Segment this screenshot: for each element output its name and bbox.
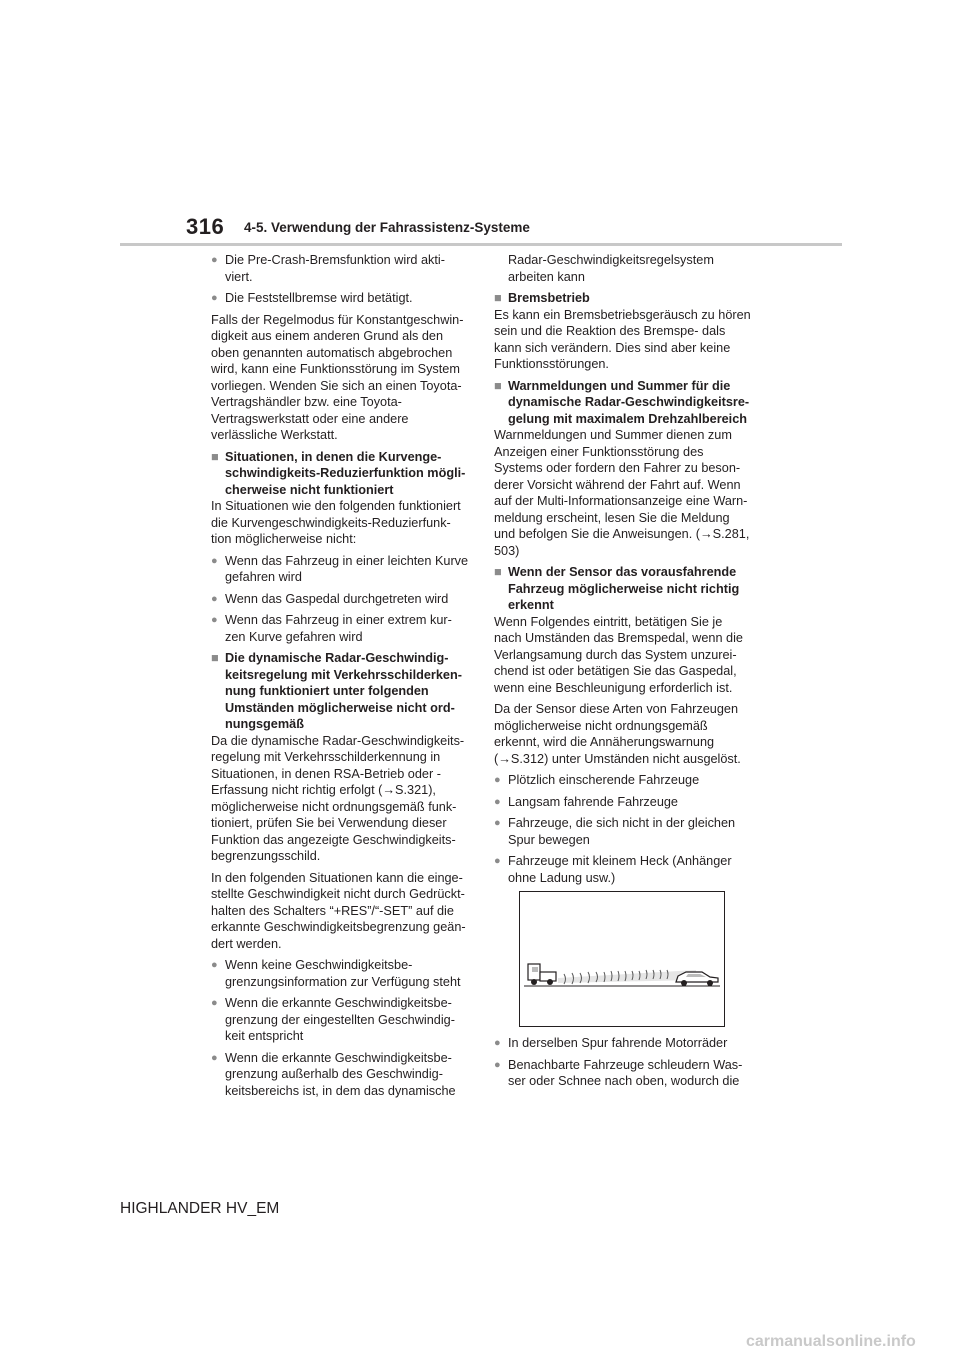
paragraph: Warnmeldungen und Summer dienen zum Anzeigen einer Funktionsstörung des Systems oder fordern den Fahrer zu beson- derer Vorsicht während der Fahrt auf. Wenn auf der Multi-Informationsanzeige eine Warn- meldung erscheint, lesen Sie die Meldung und befolgen Sie die Anweisungen. (→S.281, 503) [494, 428, 750, 558]
section-heading: ■ Bremsbetrieb [494, 290, 752, 307]
section-heading: ■ Situationen, in denen die Kurvenge- schwindigkeits-Reduzierfunktion mögli- cherweise nicht funktioniert [211, 449, 469, 499]
truck-radar-car-icon [520, 892, 724, 1026]
bullet-continuation: Radar-Geschwindigkeitsregelsystem arbeiten kann [508, 253, 714, 284]
header-divider [120, 243, 842, 246]
bullet-item: ● Wenn keine Geschwindigkeitsbe- grenzungsinformation zur Verfügung steht [211, 957, 469, 990]
paragraph: In Situationen wie den folgenden funktioniert die Kurvengeschwindigkeits-Reduzierfunk- tion möglicherweise nicht: [211, 499, 461, 546]
section-heading: ■ Die dynamische Radar-Geschwindig- keitsregelung mit Verkehrsschilderken- nung funktioniert unter folgenden Umständen möglicherweise nicht ord- nungsgemäß [211, 650, 469, 733]
bullet-item: ● Wenn die erkannte Geschwindigkeitsbe- grenzung außerhalb des Geschwindig- keitsbereichs ist, in dem das dynamische [211, 1050, 469, 1100]
section-heading: ■ Wenn der Sensor das vorausfahrende Fahrzeug möglicherweise nicht richtig erkennt [494, 564, 752, 614]
bullet-item: ● Wenn das Gaspedal durchgetreten wird [211, 591, 469, 608]
bullet-item: ● Wenn das Fahrzeug in einer extrem kur- zen Kurve gefahren wird [211, 612, 469, 645]
right-column [494, 252, 752, 1095]
paragraph: Da der Sensor diese Arten von Fahrzeugen möglicherweise nicht ordnungsgemäß erkennt, wird die Annäherungswarnung (→S.312) unter Umständen nicht ausgelöst. [494, 702, 741, 766]
bullet-item: ● Wenn die erkannte Geschwindigkeitsbe- grenzung der eingestellten Geschwindig- keit entspricht [211, 995, 469, 1045]
paragraph: Da die dynamische Radar-Geschwindigkeits- regelung mit Verkehrsschilderkennung in Situationen, in denen RSA-Betrieb oder -Erfassung nicht richtig erfolgt (→S.321), möglicherweise nicht ordnungsgemäß funk- tioniert, prüfen Sie bei Verwendung dieser Funktion das angezeigte Geschwindigkeits- begrenzungsschild. [211, 733, 465, 863]
bullet-item: ● In derselben Spur fahrende Motorräder [494, 1035, 752, 1052]
section-title: 4-5. Verwendung der Fahrassistenz-Systeme [244, 220, 530, 235]
paragraph: Falls der Regelmodus für Konstantgeschwin- digkeit aus einem anderen Grund als den oben genannten automatisch abgebrochen wird, kann eine Funktionsstörung im System vorliegen. Wenden Sie sich an einen Toyota-Vertragshändler bzw. eine Toyota-Vertragswerkstatt oder eine andere verlässliche Werkstatt. [211, 312, 464, 442]
bullet-item: ● Benachbarte Fahrzeuge schleudern Was- ser oder Schnee nach oben, wodurch die [494, 1057, 752, 1090]
paragraph: Wenn Folgendes eintritt, betätigen Sie je nach Umständen das Bremspedal, wenn die Verlangsamung durch das System unzurei- chend ist oder betätigen Sie das Gaspedal, wenn eine Beschleunigung erforderlich ist. [494, 614, 743, 695]
radar-illustration [519, 891, 725, 1027]
footer-model: HIGHLANDER HV_EM [120, 1200, 280, 1217]
bullet-item: ● Fahrzeuge, die sich nicht in der gleichen Spur bewegen [494, 815, 752, 848]
bullet-item: ● Die Feststellbremse wird betätigt. [211, 290, 469, 307]
bullet-item: ● Plötzlich einscherende Fahrzeuge [494, 772, 752, 789]
bullet-item: ● Die Pre-Crash-Bremsfunktion wird akti- viert. [211, 252, 469, 285]
bullet-item: ● Langsam fahrende Fahrzeuge [494, 794, 752, 811]
section-heading: ■ Warnmeldungen und Summer für die dynamische Radar-Geschwindigkeitsre- gelung mit maximalem Drehzahlbereich [494, 378, 752, 428]
paragraph: Es kann ein Bremsbetriebsgeräusch zu hören sein und die Reaktion des Bremspe- dals kann sich verändern. Dies sind aber keine Funktionsstörungen. [494, 307, 751, 371]
page-number: 316 [186, 214, 225, 239]
watermark: carmanualsonline.info [746, 1333, 916, 1350]
bullet-item: ● Fahrzeuge mit kleinem Heck (Anhänger ohne Ladung usw.) [494, 853, 752, 886]
left-column [211, 252, 469, 1104]
bullet-item: ● Wenn das Fahrzeug in einer leichten Kurve gefahren wird [211, 553, 469, 586]
paragraph: In den folgenden Situationen kann die einge- stellte Geschwindigkeit nicht durch Gedrückt- halten des Schalters “+RES”/“-SET” auf die erkannte Geschwindigkeitsbegrenzung geän- dert werden. [211, 870, 466, 951]
